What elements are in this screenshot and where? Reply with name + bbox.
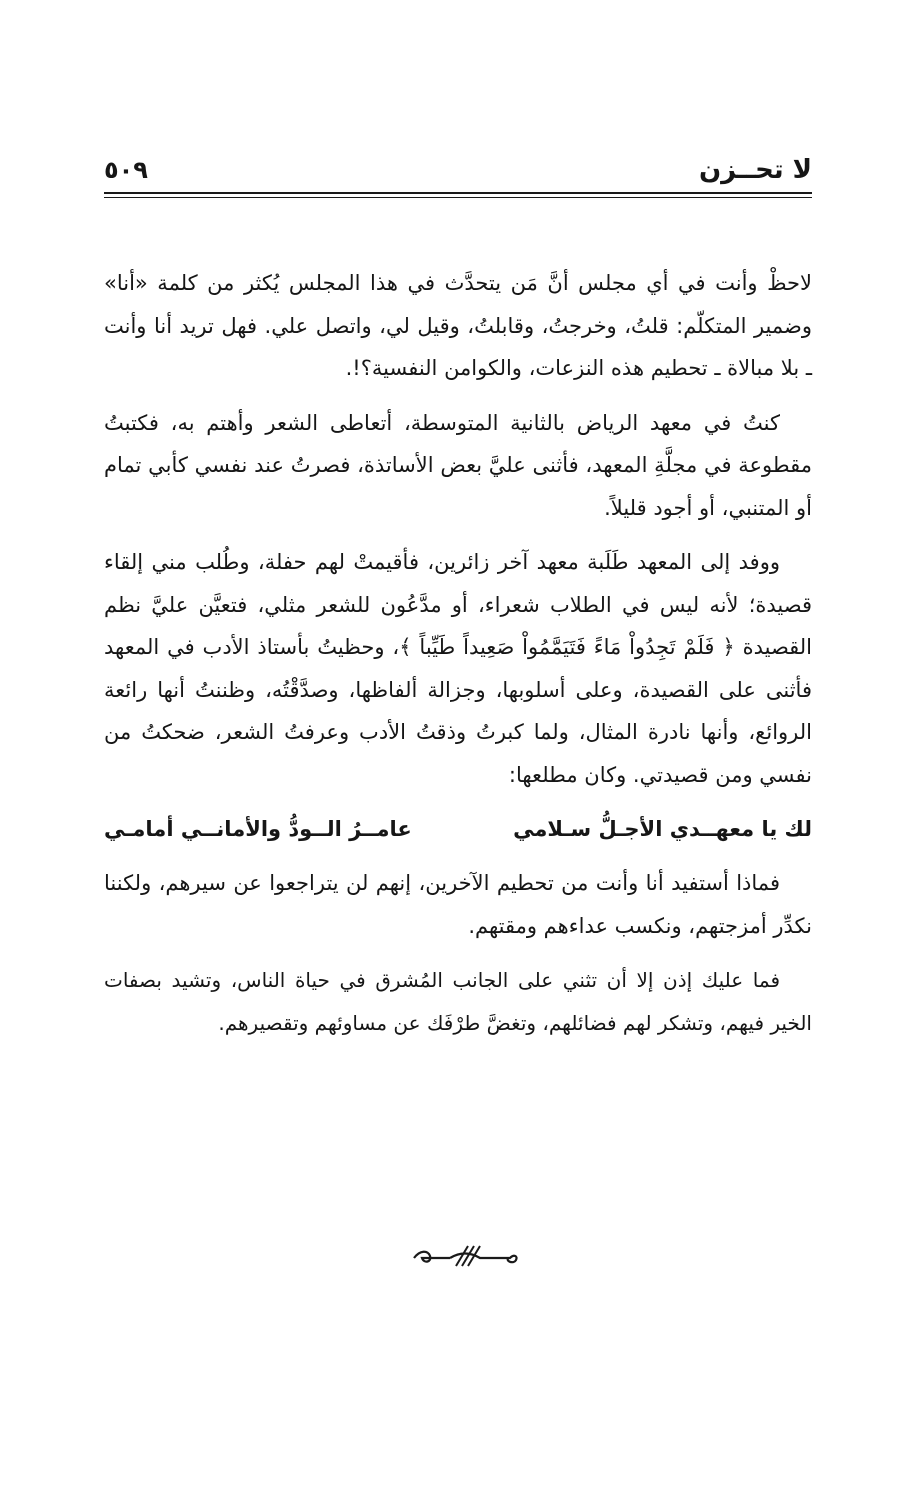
paragraph-5: فما عليك إذن إلا أن تثني على الجانب المُشرق في حياة الناس، وتشيد بصفات الخير فيهم، وتشكر لهم فضائلهم، وتغضَّ طرْفَك عن مساوئهم وتقصيرهم.: [104, 968, 812, 1035]
paragraph-3: [104, 541, 812, 796]
running-title: لا تحــزن: [698, 155, 812, 185]
verse-first-hemistich: لك يا معهــدي الأجـلُّ سـلامي: [513, 817, 812, 841]
poetry-verse: [104, 808, 812, 850]
paragraph-4: فماذا أستفيد أنا وأنت من تحطيم الآخرين، إنهم لن يتراجعوا عن سيرهم، ولكننا نكدِّر أمزجتهم، ونكسب عداءهم ومقتهم.: [104, 871, 812, 938]
header-rule-thin: [104, 197, 812, 198]
body-text: [104, 262, 812, 1056]
paragraph-2: كنتُ في معهد الرياض بالثانية المتوسطة، أتعاطى الشعر وأهتم به، فكتبتُ مقطوعة في مجلَّةِ المعهد، فأثنى عليَّ بعض الأساتذة، فصرتُ عند نفسي كأبي تمام أو المتنبي، أو أجود قليلاً.: [104, 410, 812, 520]
header-rule: [104, 192, 812, 194]
paragraph-3-after: ، وحظيتُ بأستاذ الأدب في المعهد فأثنى على القصيدة، وعلى أسلوبها، وجزالة ألفاظها، وصدَّقْتُه، وظننتُ أنها رائعة الروائع، وأنها نادرة المثال، ولما كبرتُ وذقتُ الأدب وعرفتُ الشعر، ضحكتُ من نفسي ومن قصيدتي. وكان مطلعها:: [104, 635, 812, 787]
quran-verse: ﴿ فَلَمْ تَجِدُواْ مَاءً فَتَيَمَّمُواْ صَعِيداً طَيِّباً ﴾: [399, 635, 735, 659]
page-number: ٥٠٩: [104, 156, 148, 184]
page-header: [104, 150, 812, 190]
paragraph-3-before: ووفد إلى المعهد طَلَبة معهد آخر زائرين، فأقيمتْ لهم حفلة، وطُلب مني إلقاء قصيدة؛ لأنه ليس في الطلاب شعراء، أو مدَّعُون للشعر مثلي، فتعيَّن عليَّ نظم القصيدة: [104, 550, 813, 659]
verse-second-hemistich: عامــرُ الــودُّ والأمانــي أمامـي: [104, 817, 412, 841]
section-end-ornament-icon: [410, 1240, 520, 1270]
paragraph-1: لاحظْ وأنت في أي مجلس أنَّ مَن يتحدَّث في هذا المجلس يُكثر من كلمة «أنا» وضمير المتكلّم: قلتُ، وخرجتُ، وقابلتُ، وقيل لي، واتصل علي. فهل تريد أنا وأنت ـ بلا مبالاة ـ تحطيم هذه النزعات، والكوامن النفسية؟!.: [104, 271, 812, 380]
